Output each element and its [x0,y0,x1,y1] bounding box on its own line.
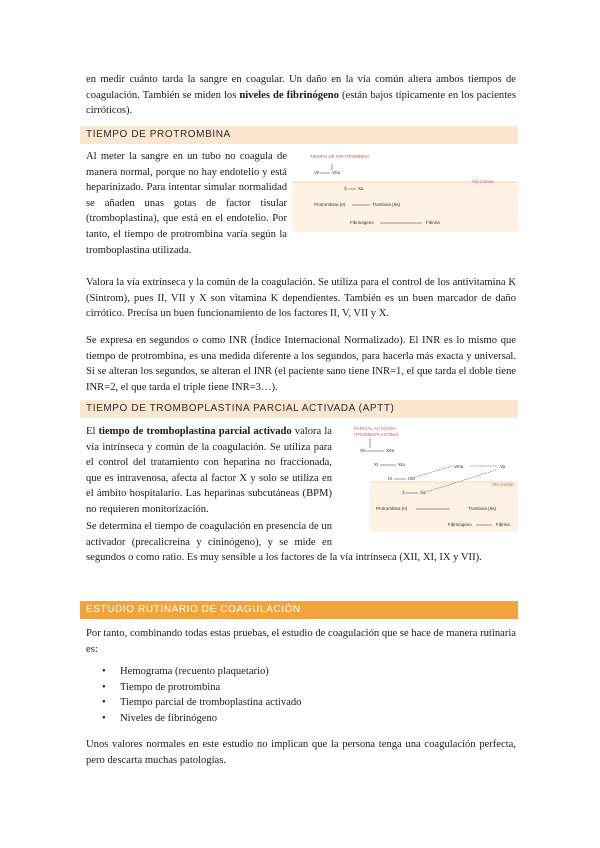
pt-paragraph-3: Se expresa en segundos o como INR (Índice Internacional Normalizado). El INR es lo mismo que tiempo de protrombina, es una medida diferente a los segundos, para hacerla más exacta y universal. Si se alteran los segundos, se alteran el INR (el paciente sano tiene INR=1, el que tarda el doble tiene INR=2, el que tarda el triple tiene INR=3…). [86,335,516,393]
aptt-title-line2: (TROMBOPLASTINA) [354,432,399,437]
intro-text-before: en medir cuánto tarda la sangre en coagular. Un daño en la vía común altera ambos tiempos de coagulación. También se miden los [86,74,516,101]
intro-paragraph [86,72,516,119]
section-heading-aptt: TIEMPO DE TROMBOPLASTINA PARCIAL ACTIVADA (APTT) [80,400,518,418]
pt-factor-vii: VII [314,170,320,175]
aptt-paragraph-2b: segundos o como ratio. Es muy sensible a los factores de la vía intrínseca (XII, XI, IX y VII). [86,552,482,563]
pt-factor-xa: Xa [358,186,364,191]
aptt-factor-x: X [402,490,406,495]
aptt-factor-xa: Xa [420,490,426,495]
aptt-factor-xiia: XIIa [386,448,395,453]
list-item: • Hemograma (recuento plaquetario) [100,664,301,680]
pt-fibrin: Fibrina [426,220,440,225]
aptt-fibrin: Fibrina [496,522,510,527]
list-item: • Tiempo parcial de tromboplastina activado [100,695,301,711]
aptt-factor-xii: XII [360,448,366,453]
aptt-dash-viiia [412,466,452,478]
pt-via-comun-label: Vía común [472,179,494,184]
pt-prothrombin: Protrombina (II) [314,202,346,207]
intro-text-after: (están bajos típicamente en los pacientes cirróticos). [86,89,516,117]
aptt-diagram [340,424,518,534]
aptt-factor-ixa: IXa [408,476,415,481]
pt-fibrinogen: Fibrinógeno [350,220,374,225]
pt-factor-x: X [344,186,348,191]
aptt-factor-ix: IX [388,476,393,481]
list-item: • Tiempo de protrombina [100,680,301,696]
aptt-title-line1: PARCIAL ACTIVADA [354,426,396,431]
aptt-factor-xia: XIa [398,462,405,467]
pt-diagram [292,150,518,232]
aptt-factor-viiia: VIIIa [454,464,464,469]
aptt-factor-va: Va [500,464,506,469]
aptt-thrombin: Trombina (IIa) [468,506,497,511]
aptt-fibrinogen: Fibrinógeno [448,522,472,527]
pt-thrombin: Trombina (IIa) [372,202,401,207]
list-item: • Niveles de fibrinógeno [100,711,301,727]
pt-paragraph-2: Valora la vía extrínseca y la común de la coagulación. Se utiliza para el control de los antivitamina K (Sintrom), pues II, VII y X son vitamina K dependientes. También es un buen marcador de daño cirrótico. Precisa un buen funcionamiento de los factores II, V, VII y X. [86,277,516,320]
pt-diagram-title: TIEMPO DE PROTROMBINA [310,154,370,159]
aptt-paragraph-1 [86,424,332,518]
routine-closing: Unos valores normales en este estudio no implican que la persona tenga una coagulación perfecta, pero descarta muchas patologías. [86,739,516,766]
section-heading-routine: ESTUDIO RUTINARIO DE COAGULACIÓN [80,601,518,619]
aptt-rest: valora la vía intrínseca y común de la coagulación. Se utiliza para el control del tratamiento con heparina no fraccionada, que es intravenosa, afecta al factor X y solo se utiliza en el ámbito hospitalario. Las heparinas subcutáneas (BPM) no requieren monitorización. [86,426,332,515]
aptt-prefix: El [86,426,99,437]
intro-bold-fibrinogen: niveles de fibrinógeno [239,89,339,101]
pt-factor-viia: VIIa [332,170,341,175]
aptt-paragraph-2a: Se determina el tiempo de coagulación en presencia de un activador (precalicreína y cininógeno), y se mide en [86,521,332,548]
routine-intro: Por tanto, combinando todas estas pruebas, el estudio de coagulación que se hace de manera rutinaria es: [86,628,516,655]
aptt-via-comun-label: Vía común [492,482,514,487]
aptt-prothrombin: Protrombina (II) [376,506,408,511]
section-heading-pt: TIEMPO DE PROTROMBINA [80,126,518,144]
aptt-dash-xa [426,470,496,492]
pt-paragraph-1: Al meter la sangre en un tubo no coagula de manera normal, porque no hay endotelio y está heparinizado. Para intentar simular normalidad se añaden unas gotas de factor tisular (tromboplastina), que está en el endotelio. Por tanto, el tiempo de protrombina varía según la tromboplastina utilizada. [86,151,287,256]
aptt-bold-term: tiempo de tromboplastina parcial activado [98,426,292,437]
aptt-factor-xi: XI [374,462,379,467]
routine-list [100,664,301,726]
